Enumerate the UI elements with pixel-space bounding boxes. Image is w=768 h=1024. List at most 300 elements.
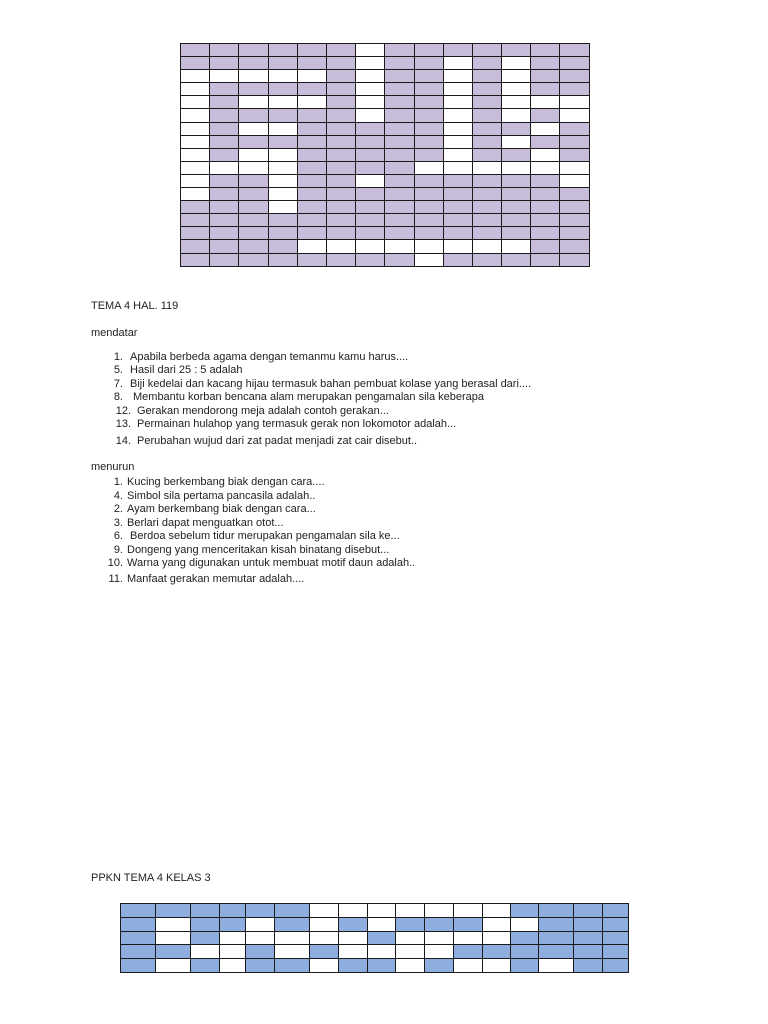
blank-cell — [483, 959, 511, 973]
shaded-cell — [502, 44, 531, 57]
blank-cell — [443, 240, 472, 253]
shaded-cell — [425, 917, 454, 931]
blank-cell — [310, 904, 339, 918]
blank-cell — [414, 161, 443, 174]
shaded-cell — [181, 227, 210, 240]
shaded-cell — [414, 188, 443, 201]
grid-row — [181, 83, 590, 96]
blank-cell — [502, 109, 531, 122]
shaded-cell — [326, 70, 355, 83]
shaded-cell — [326, 161, 355, 174]
shaded-cell — [560, 214, 589, 227]
shaded-cell — [531, 44, 560, 57]
clue-number: 4. — [113, 490, 123, 502]
clue-text: Warna yang digunakan untuk membuat motif daun adalah.. — [127, 557, 416, 569]
shaded-cell — [297, 188, 326, 201]
shaded-cell — [181, 214, 210, 227]
shaded-cell — [385, 57, 414, 70]
shaded-cell — [220, 904, 246, 918]
shaded-cell — [560, 253, 589, 266]
blank-cell — [443, 83, 472, 96]
shaded-cell — [339, 959, 368, 973]
blank-cell — [220, 945, 246, 959]
clue-text: Simbol sila pertama pancasila adalah.. — [127, 490, 316, 502]
shaded-cell — [414, 83, 443, 96]
shaded-cell — [560, 135, 589, 148]
grid-row — [121, 945, 629, 959]
shaded-cell — [472, 109, 501, 122]
shaded-cell — [326, 122, 355, 135]
shaded-cell — [368, 931, 396, 945]
grid-row — [181, 57, 590, 70]
shaded-cell — [326, 253, 355, 266]
shaded-cell — [191, 904, 220, 918]
shaded-cell — [297, 135, 326, 148]
shaded-cell — [326, 227, 355, 240]
shaded-cell — [356, 135, 385, 148]
clue-number: 8. — [113, 391, 123, 403]
blank-cell — [414, 253, 443, 266]
shaded-cell — [603, 959, 629, 973]
blank-cell — [356, 44, 385, 57]
blank-cell — [181, 83, 210, 96]
shaded-cell — [385, 214, 414, 227]
shaded-cell — [443, 214, 472, 227]
grid-row — [181, 109, 590, 122]
blank-cell — [239, 70, 268, 83]
blank-cell — [310, 959, 339, 973]
shaded-cell — [181, 253, 210, 266]
blank-cell — [239, 161, 268, 174]
blank-cell — [502, 161, 531, 174]
shaded-cell — [156, 945, 191, 959]
blank-cell — [560, 96, 589, 109]
shaded-cell — [326, 188, 355, 201]
blank-cell — [239, 96, 268, 109]
blank-cell — [268, 70, 297, 83]
clue-text: Apabila berbeda agama dengan temanmu kamu harus.... — [130, 351, 409, 363]
shaded-cell — [472, 148, 501, 161]
blank-cell — [356, 109, 385, 122]
shaded-cell — [385, 161, 414, 174]
clue-text: Membantu korban bencana alam merupakan pengamalan sila keberapa — [133, 391, 485, 403]
shaded-cell — [396, 917, 425, 931]
blank-cell — [396, 931, 425, 945]
shaded-cell — [472, 44, 501, 57]
shaded-cell — [121, 945, 156, 959]
blank-cell — [454, 904, 483, 918]
shaded-cell — [268, 44, 297, 57]
shaded-cell — [297, 201, 326, 214]
clue-number: 6. — [113, 530, 123, 542]
blank-cell — [560, 109, 589, 122]
shaded-cell — [502, 122, 531, 135]
blank-cell — [339, 945, 368, 959]
shaded-cell — [560, 70, 589, 83]
shaded-cell — [385, 83, 414, 96]
shaded-cell — [531, 227, 560, 240]
shaded-cell — [531, 240, 560, 253]
shaded-cell — [560, 201, 589, 214]
shaded-cell — [356, 148, 385, 161]
blank-cell — [181, 135, 210, 148]
shaded-cell — [443, 253, 472, 266]
blank-cell — [396, 945, 425, 959]
shaded-cell — [239, 57, 268, 70]
blank-cell — [531, 122, 560, 135]
blank-cell — [502, 57, 531, 70]
blank-cell — [156, 959, 191, 973]
clue-number: 9. — [113, 544, 123, 556]
shaded-cell — [356, 122, 385, 135]
blank-cell — [443, 148, 472, 161]
shaded-cell — [181, 44, 210, 57]
blank-cell — [502, 83, 531, 96]
shaded-cell — [220, 917, 246, 931]
shaded-cell — [326, 83, 355, 96]
shaded-cell — [210, 96, 239, 109]
blank-cell — [472, 161, 501, 174]
blank-cell — [414, 240, 443, 253]
shaded-cell — [210, 253, 239, 266]
blank-cell — [181, 109, 210, 122]
blank-cell — [531, 161, 560, 174]
blank-cell — [511, 917, 539, 931]
shaded-cell — [539, 931, 574, 945]
shaded-cell — [531, 57, 560, 70]
blank-cell — [275, 945, 310, 959]
clue-number: 10. — [107, 557, 123, 569]
shaded-cell — [511, 931, 539, 945]
shaded-cell — [560, 122, 589, 135]
grid-row — [181, 240, 590, 253]
clue-number: 12. — [115, 405, 131, 417]
shaded-cell — [454, 917, 483, 931]
blank-cell — [268, 201, 297, 214]
shaded-cell — [210, 214, 239, 227]
blank-cell — [502, 135, 531, 148]
shaded-cell — [511, 959, 539, 973]
shaded-cell — [414, 122, 443, 135]
blank-cell — [425, 931, 454, 945]
blank-cell — [268, 148, 297, 161]
blank-cell — [326, 240, 355, 253]
clue-text: Ayam berkembang biak dengan cara... — [127, 503, 316, 515]
shaded-cell — [356, 253, 385, 266]
shaded-cell — [531, 188, 560, 201]
shaded-cell — [560, 44, 589, 57]
shaded-cell — [181, 57, 210, 70]
clue-number: 5. — [113, 364, 123, 376]
shaded-cell — [275, 904, 310, 918]
shaded-cell — [121, 931, 156, 945]
shaded-cell — [443, 174, 472, 187]
blank-cell — [339, 904, 368, 918]
heading-ppkn: PPKN TEMA 4 KELAS 3 — [91, 872, 211, 884]
shaded-cell — [502, 188, 531, 201]
blank-cell — [443, 96, 472, 109]
shaded-cell — [268, 109, 297, 122]
shaded-cell — [472, 253, 501, 266]
shaded-cell — [246, 904, 275, 918]
shaded-cell — [210, 148, 239, 161]
blank-cell — [356, 96, 385, 109]
shaded-cell — [385, 201, 414, 214]
shaded-cell — [326, 148, 355, 161]
blank-cell — [472, 240, 501, 253]
shaded-cell — [297, 174, 326, 187]
shaded-cell — [191, 917, 220, 931]
shaded-cell — [502, 148, 531, 161]
shaded-cell — [502, 214, 531, 227]
shaded-cell — [472, 70, 501, 83]
shaded-cell — [268, 240, 297, 253]
grid-row — [181, 122, 590, 135]
shaded-cell — [356, 227, 385, 240]
blank-cell — [156, 917, 191, 931]
blank-cell — [443, 122, 472, 135]
grid-row — [181, 44, 590, 57]
shaded-cell — [385, 122, 414, 135]
shaded-cell — [385, 135, 414, 148]
shaded-cell — [502, 201, 531, 214]
shaded-cell — [310, 945, 339, 959]
blank-cell — [246, 917, 275, 931]
shaded-cell — [414, 214, 443, 227]
blank-cell — [396, 904, 425, 918]
shaded-cell — [414, 174, 443, 187]
shaded-cell — [539, 904, 574, 918]
crossword-grid-tema4 — [180, 43, 590, 267]
blank-cell — [268, 161, 297, 174]
shaded-cell — [560, 240, 589, 253]
shaded-cell — [210, 240, 239, 253]
shaded-cell — [239, 253, 268, 266]
shaded-cell — [472, 227, 501, 240]
blank-cell — [220, 931, 246, 945]
shaded-cell — [443, 188, 472, 201]
blank-cell — [560, 174, 589, 187]
shaded-cell — [326, 135, 355, 148]
grid-row — [181, 148, 590, 161]
shaded-cell — [574, 904, 603, 918]
blank-cell — [181, 188, 210, 201]
shaded-cell — [210, 201, 239, 214]
blank-cell — [297, 70, 326, 83]
shaded-cell — [472, 122, 501, 135]
grid-row — [121, 904, 629, 918]
blank-cell — [443, 70, 472, 83]
shaded-cell — [239, 214, 268, 227]
clue-number: 7. — [113, 378, 123, 390]
shaded-cell — [239, 135, 268, 148]
shaded-cell — [356, 201, 385, 214]
clue-text: Berdoa sebelum tidur merupakan pengamalan sila ke... — [130, 530, 400, 542]
clue-number: 1. — [113, 351, 123, 363]
shaded-cell — [603, 945, 629, 959]
shaded-cell — [181, 201, 210, 214]
blank-cell — [443, 135, 472, 148]
shaded-cell — [472, 188, 501, 201]
blank-cell — [191, 945, 220, 959]
shaded-cell — [414, 227, 443, 240]
shaded-cell — [297, 109, 326, 122]
shaded-cell — [326, 174, 355, 187]
shaded-cell — [210, 188, 239, 201]
blank-cell — [239, 148, 268, 161]
blank-cell — [443, 109, 472, 122]
shaded-cell — [275, 917, 310, 931]
clue-number: 1. — [113, 476, 123, 488]
heading-tema: TEMA 4 HAL. 119 — [91, 300, 179, 312]
grid-row — [181, 96, 590, 109]
shaded-cell — [297, 83, 326, 96]
blank-cell — [425, 904, 454, 918]
blank-cell — [454, 931, 483, 945]
shaded-cell — [385, 70, 414, 83]
shaded-cell — [326, 214, 355, 227]
shaded-cell — [297, 227, 326, 240]
grid-row — [181, 214, 590, 227]
shaded-cell — [560, 188, 589, 201]
blank-cell — [385, 240, 414, 253]
grid-row — [181, 135, 590, 148]
blank-cell — [181, 161, 210, 174]
blank-cell — [181, 148, 210, 161]
blank-cell — [156, 931, 191, 945]
shaded-cell — [472, 83, 501, 96]
shaded-cell — [443, 227, 472, 240]
blank-cell — [268, 188, 297, 201]
shaded-cell — [454, 945, 483, 959]
shaded-cell — [239, 188, 268, 201]
shaded-cell — [414, 57, 443, 70]
shaded-cell — [239, 44, 268, 57]
shaded-cell — [483, 945, 511, 959]
blank-cell — [502, 240, 531, 253]
blank-cell — [502, 70, 531, 83]
shaded-cell — [502, 253, 531, 266]
blank-cell — [268, 174, 297, 187]
menurun-label: menurun — [91, 461, 135, 473]
blank-cell — [210, 161, 239, 174]
shaded-cell — [472, 201, 501, 214]
shaded-cell — [603, 917, 629, 931]
blank-cell — [297, 240, 326, 253]
shaded-cell — [210, 122, 239, 135]
shaded-cell — [531, 83, 560, 96]
shaded-cell — [414, 109, 443, 122]
shaded-cell — [425, 959, 454, 973]
shaded-cell — [531, 135, 560, 148]
shaded-cell — [339, 917, 368, 931]
shaded-cell — [414, 148, 443, 161]
grid-row — [121, 931, 629, 945]
blank-cell — [275, 931, 310, 945]
shaded-cell — [574, 945, 603, 959]
shaded-cell — [414, 70, 443, 83]
shaded-cell — [275, 959, 310, 973]
shaded-cell — [297, 161, 326, 174]
blank-cell — [310, 931, 339, 945]
clue-text: Permainan hulahop yang termasuk gerak non lokomotor adalah... — [137, 418, 457, 430]
shaded-cell — [511, 904, 539, 918]
blank-cell — [210, 70, 239, 83]
blank-cell — [396, 959, 425, 973]
blank-cell — [443, 57, 472, 70]
shaded-cell — [443, 201, 472, 214]
shaded-cell — [560, 57, 589, 70]
shaded-cell — [210, 57, 239, 70]
blank-cell — [454, 959, 483, 973]
shaded-cell — [472, 174, 501, 187]
blank-cell — [356, 174, 385, 187]
shaded-cell — [414, 135, 443, 148]
shaded-cell — [385, 96, 414, 109]
grid-row — [181, 188, 590, 201]
shaded-cell — [246, 945, 275, 959]
shaded-cell — [414, 44, 443, 57]
grid-row — [181, 201, 590, 214]
shaded-cell — [326, 109, 355, 122]
grid-row — [121, 917, 629, 931]
blank-cell — [339, 931, 368, 945]
blank-cell — [560, 161, 589, 174]
blank-cell — [368, 917, 396, 931]
shaded-cell — [297, 148, 326, 161]
shaded-cell — [472, 96, 501, 109]
blank-cell — [356, 83, 385, 96]
shaded-cell — [326, 44, 355, 57]
clue-text: Biji kedelai dan kacang hijau termasuk bahan pembuat kolase yang berasal dari.... — [130, 378, 532, 390]
blank-cell — [181, 96, 210, 109]
shaded-cell — [297, 57, 326, 70]
blank-cell — [368, 945, 396, 959]
shaded-cell — [210, 227, 239, 240]
clue-number: 13. — [115, 418, 131, 430]
shaded-cell — [385, 148, 414, 161]
shaded-cell — [560, 148, 589, 161]
shaded-cell — [297, 44, 326, 57]
blank-cell — [181, 122, 210, 135]
grid-row — [121, 959, 629, 973]
shaded-cell — [356, 188, 385, 201]
clue-text: Dongeng yang menceritakan kisah binatang disebut... — [127, 544, 390, 556]
shaded-cell — [531, 201, 560, 214]
shaded-cell — [603, 904, 629, 918]
shaded-cell — [385, 174, 414, 187]
shaded-cell — [574, 917, 603, 931]
mendatar-label: mendatar — [91, 327, 138, 339]
shaded-cell — [239, 109, 268, 122]
blank-cell — [246, 931, 275, 945]
shaded-cell — [368, 959, 396, 973]
shaded-cell — [472, 214, 501, 227]
blank-cell — [297, 96, 326, 109]
shaded-cell — [472, 57, 501, 70]
shaded-cell — [531, 70, 560, 83]
blank-cell — [443, 161, 472, 174]
clue-number: 11. — [108, 573, 123, 585]
blank-cell — [181, 174, 210, 187]
grid-row — [181, 174, 590, 187]
shaded-cell — [268, 227, 297, 240]
shaded-cell — [210, 44, 239, 57]
grid-row — [181, 227, 590, 240]
clue-text: Hasil dari 25 : 5 adalah — [130, 364, 243, 376]
shaded-cell — [574, 959, 603, 973]
shaded-cell — [326, 96, 355, 109]
